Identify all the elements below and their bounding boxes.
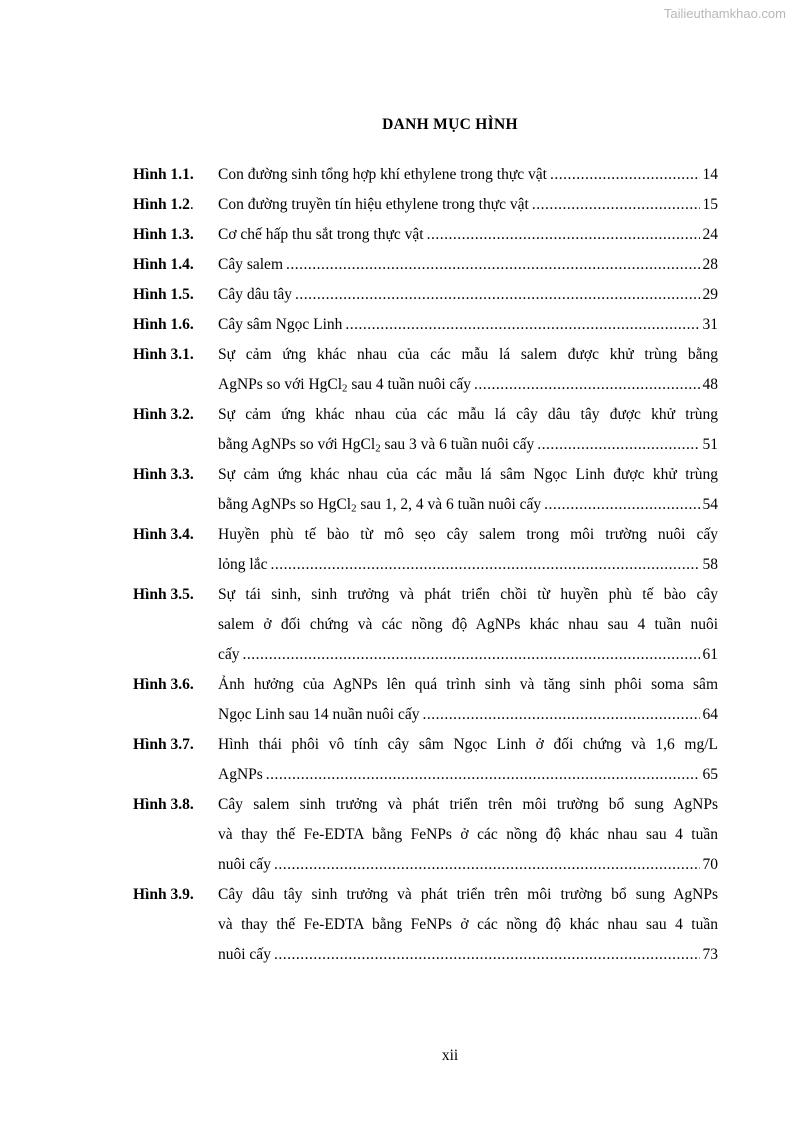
figure-page-number[interactable]: 70 bbox=[702, 856, 718, 873]
figure-label: Hình 3.9. bbox=[133, 886, 194, 903]
dot-leader bbox=[550, 160, 700, 190]
figure-label: Hình 1.5. bbox=[133, 286, 194, 303]
figure-label: Hình 3.7. bbox=[133, 736, 194, 753]
dot-leader bbox=[345, 310, 699, 340]
figure-label: Hình 3.8. bbox=[133, 796, 194, 813]
watermark: Tailieuthamkhao.com bbox=[663, 6, 786, 21]
dot-leader bbox=[295, 280, 699, 310]
figure-label: Hình 3.5. bbox=[133, 586, 194, 603]
figure-caption: AgNPs so với HgCl$_2$ sau 4 tuần nuôi cấy bbox=[218, 376, 472, 395]
figure-page-number[interactable]: 31 bbox=[702, 316, 718, 333]
figure-page-number[interactable]: 28 bbox=[702, 256, 718, 273]
figure-entry[interactable] bbox=[133, 160, 718, 190]
figure-entry[interactable] bbox=[133, 190, 718, 220]
figure-caption: Cây sâm Ngọc Linh bbox=[218, 316, 343, 333]
figure-page-number[interactable]: 58 bbox=[702, 556, 718, 573]
figure-entry[interactable] bbox=[133, 340, 718, 400]
dot-leader bbox=[537, 430, 699, 460]
figure-label: Hình 3.2. bbox=[133, 406, 194, 423]
figure-entry[interactable] bbox=[133, 730, 718, 790]
figure-caption: Cơ chế hấp thu sắt trong thực vật bbox=[218, 226, 424, 243]
figure-caption-line: Huyền phù tế bào từ mô sẹo cây salem trong môi trường nuôi cấy bbox=[218, 526, 718, 543]
figure-entry[interactable] bbox=[133, 460, 718, 520]
dot-leader bbox=[266, 760, 700, 790]
figure-caption: Con đường truyền tín hiệu ethylene trong thực vật bbox=[218, 196, 529, 213]
figure-entry[interactable] bbox=[133, 790, 718, 880]
figure-caption: lỏng lắc bbox=[218, 556, 268, 573]
figure-page-number[interactable]: 64 bbox=[702, 706, 718, 723]
dot-leader bbox=[544, 490, 699, 520]
figure-label: Hình 1.6. bbox=[133, 316, 194, 333]
figure-caption: nuôi cấy bbox=[218, 856, 271, 873]
figure-label: Hình 3.4. bbox=[133, 526, 194, 543]
figure-page-number[interactable]: 54 bbox=[702, 496, 718, 513]
dot-leader bbox=[532, 190, 700, 220]
figure-caption: Con đường sinh tổng hợp khí ethylene trong thực vật bbox=[218, 166, 547, 183]
figure-page-number[interactable]: 29 bbox=[702, 286, 718, 303]
figure-entry[interactable] bbox=[133, 880, 718, 970]
figure-page-number[interactable]: 15 bbox=[702, 196, 718, 213]
figure-caption: bằng AgNPs so với HgCl$_2$ sau 3 và 6 tuần nuôi cấy bbox=[218, 436, 535, 455]
figure-label: Hình 1.3. bbox=[133, 226, 194, 243]
figure-caption: nuôi cấy bbox=[218, 946, 271, 963]
figure-caption-line: và thay thế Fe-EDTA bằng FeNPs ở các nồng độ khác nhau sau 4 tuần bbox=[218, 916, 718, 933]
figure-entry[interactable] bbox=[133, 580, 718, 670]
page-number: xii bbox=[441, 1047, 459, 1064]
figure-label: Hình 3.1. bbox=[133, 346, 194, 363]
figure-page-number[interactable]: 51 bbox=[702, 436, 718, 453]
figure-page-number[interactable]: 14 bbox=[702, 166, 718, 183]
figure-caption: bằng AgNPs so HgCl$_2$ sau 1, 2, 4 và 6 tuần nuôi cấy bbox=[218, 496, 542, 515]
dot-leader bbox=[474, 370, 699, 400]
figure-label: Hình 3.3. bbox=[133, 466, 194, 483]
dot-leader bbox=[243, 640, 700, 670]
figure-caption: Ngọc Linh sau 14 nuần nuôi cấy bbox=[218, 706, 420, 723]
figure-caption-line: Sự cảm ứng khác nhau của các mẫu lá cây dâu tây được khử trùng bbox=[218, 406, 718, 423]
figure-entry[interactable] bbox=[133, 670, 718, 730]
figure-entry[interactable] bbox=[133, 280, 718, 310]
figure-caption-line: Sự cảm ứng khác nhau của các mẫu lá sâm Ngọc Linh được khử trùng bbox=[218, 466, 718, 483]
figure-entry[interactable] bbox=[133, 400, 718, 460]
figure-page-number[interactable]: 48 bbox=[702, 376, 718, 393]
figure-entry[interactable] bbox=[133, 310, 718, 340]
dot-leader bbox=[422, 700, 699, 730]
figure-caption-line: và thay thế Fe-EDTA bằng FeNPs ở các nồng độ khác nhau sau 4 tuần bbox=[218, 826, 718, 843]
figure-entry[interactable] bbox=[133, 520, 718, 580]
figure-label: Hình 1.1. bbox=[133, 166, 194, 183]
figure-page-number[interactable]: 65 bbox=[702, 766, 718, 783]
figure-page-number[interactable]: 73 bbox=[702, 946, 718, 963]
figure-label: Hình 1.4. bbox=[133, 256, 194, 273]
page-title: DANH MỤC HÌNH bbox=[382, 116, 518, 133]
figure-caption-line: Hình thái phôi vô tính cây sâm Ngọc Linh ở đối chứng và 1,6 mg/L bbox=[218, 736, 718, 753]
figure-label: Hình 1.2. bbox=[133, 196, 194, 213]
figure-list bbox=[133, 160, 718, 970]
figure-caption-line: Cây salem sinh trưởng và phát triển trên môi trường bổ sung AgNPs bbox=[218, 796, 718, 813]
figure-page-number[interactable]: 24 bbox=[702, 226, 718, 243]
figure-caption-line: Sự tái sinh, sinh trưởng và phát triển chồi từ huyền phù tế bào cây bbox=[218, 586, 718, 603]
figure-caption-line: salem ở đối chứng và các nồng độ AgNPs khác nhau sau 4 tuần nuôi bbox=[218, 616, 718, 633]
dot-leader bbox=[274, 850, 700, 880]
figure-page-number[interactable]: 61 bbox=[702, 646, 718, 663]
dot-leader bbox=[286, 250, 700, 280]
figure-label: Hình 3.6. bbox=[133, 676, 194, 693]
figure-caption-line: Sự cảm ứng khác nhau của các mẫu lá salem được khử trùng bằng bbox=[218, 346, 718, 363]
figure-caption: Cây dâu tây bbox=[218, 286, 293, 303]
dot-leader bbox=[271, 550, 700, 580]
figure-caption: Cây salem bbox=[218, 256, 283, 273]
figure-caption-line: Cây dâu tây sinh trưởng và phát triển trên môi trường bổ sung AgNPs bbox=[218, 886, 718, 903]
figure-caption-line: Ảnh hưởng của AgNPs lên quá trình sinh và tăng sinh phôi soma sâm bbox=[218, 676, 718, 693]
figure-caption: cấy bbox=[218, 646, 240, 663]
dot-leader bbox=[274, 940, 700, 970]
figure-entry[interactable] bbox=[133, 220, 718, 250]
dot-leader bbox=[427, 220, 700, 250]
figure-entry[interactable] bbox=[133, 250, 718, 280]
figure-caption: AgNPs bbox=[218, 766, 263, 783]
